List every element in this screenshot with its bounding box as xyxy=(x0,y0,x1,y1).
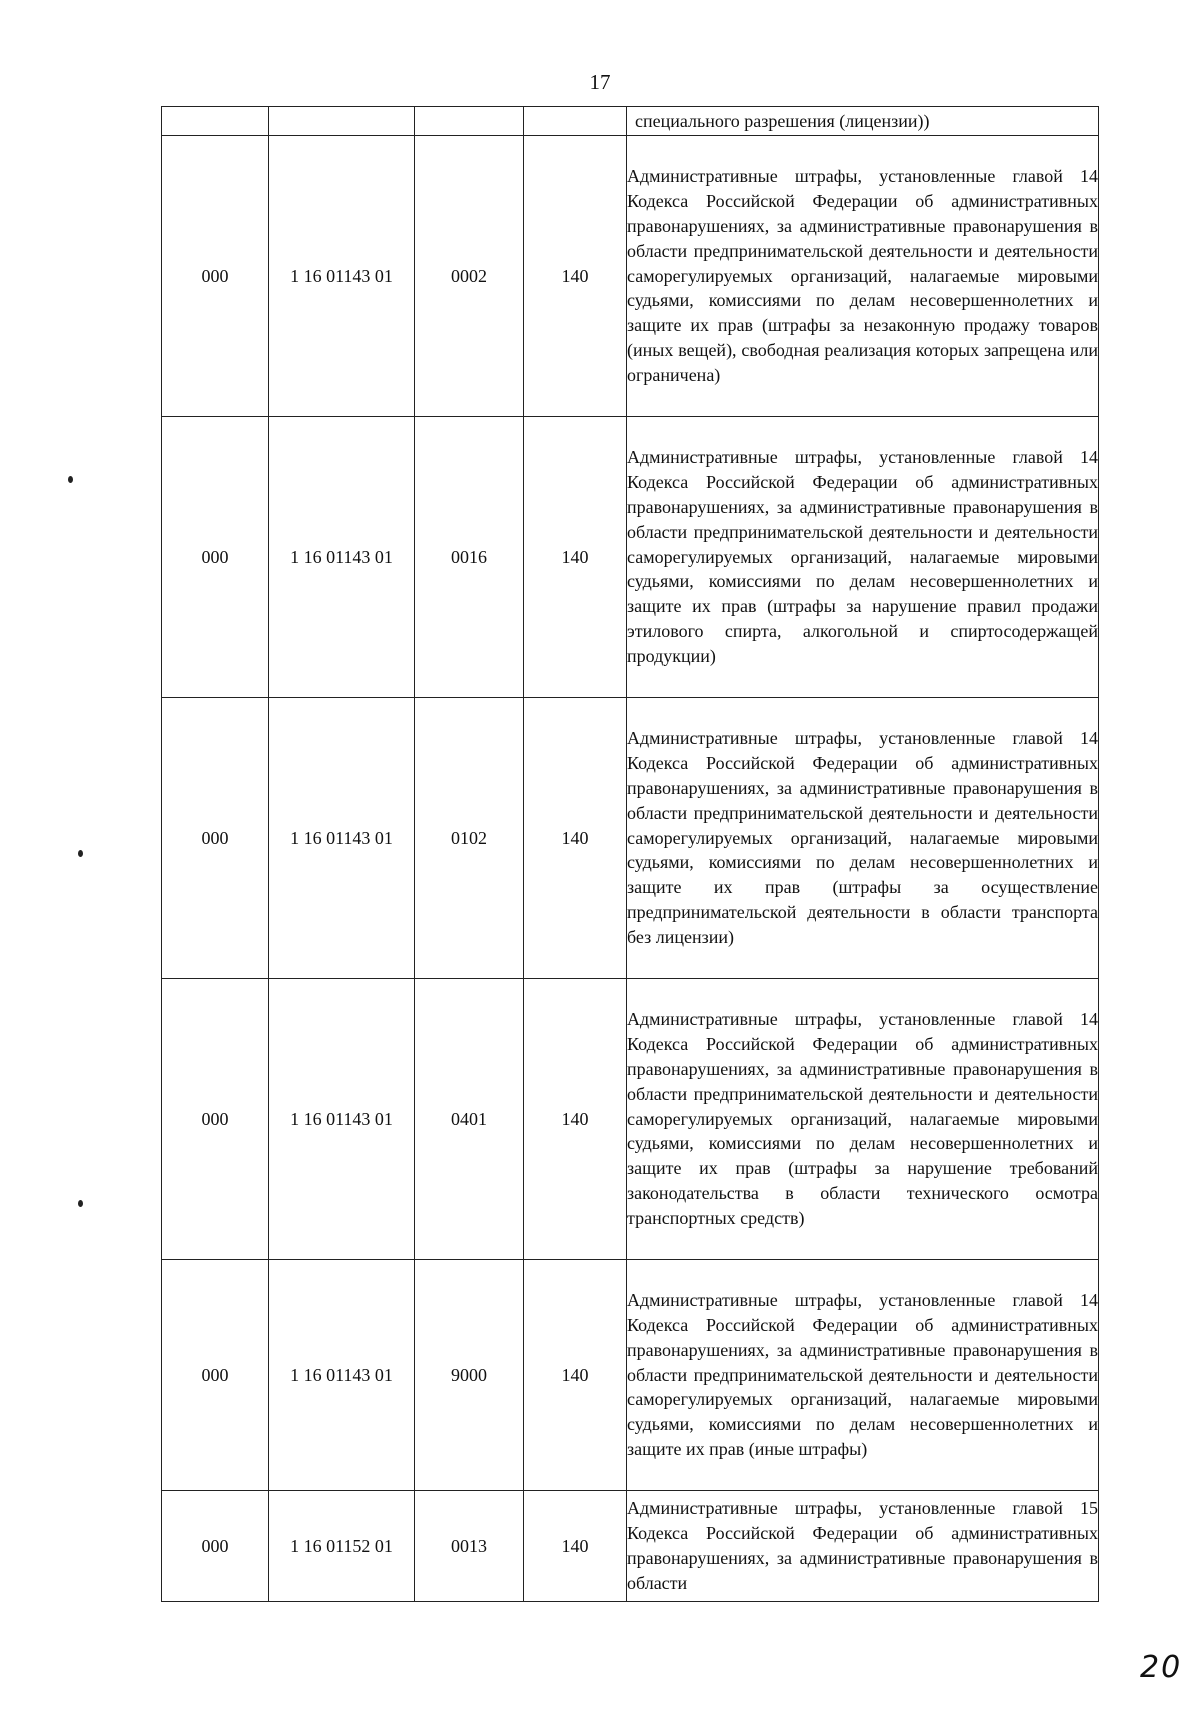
admin-code-cell: 000 xyxy=(162,979,269,1260)
revenue-code-cell xyxy=(269,107,415,136)
admin-code-cell: 000 xyxy=(162,1491,269,1602)
description-cell: Административные штрафы, установленные главой 14 Кодекса Российской Федерации об административных правонарушениях, за административные правонарушения в области предпринимательской деятельности и деятельности саморегулируемых организаций, налагаемые мировыми судьями, комиссиями по делам несовершеннолетних и защите их прав (штрафы за осуществление предпринимательской деятельности в области транспорта без лицензии) xyxy=(627,698,1099,979)
kosgu-code-cell: 140 xyxy=(524,979,627,1260)
table-row xyxy=(162,417,1099,698)
scan-speck xyxy=(78,1200,83,1207)
description-cell: Административные штрафы, установленные главой 15 Кодекса Российской Федерации об административных правонарушениях, за административные правонарушения в области xyxy=(627,1491,1099,1602)
admin-code-cell: 000 xyxy=(162,698,269,979)
kosgu-code-cell: 140 xyxy=(524,136,627,417)
revenue-code-cell: 1 16 01143 01 xyxy=(269,698,415,979)
description-cell: Административные штрафы, установленные главой 14 Кодекса Российской Федерации об административных правонарушениях, за административные правонарушения в области предпринимательской деятельности и деятельности саморегулируемых организаций, налагаемые мировыми судьями, комиссиями по делам несовершеннолетних и защите их прав (иные штрафы) xyxy=(627,1260,1099,1491)
admin-code-cell xyxy=(162,107,269,136)
description-cell: специального разрешения (лицензии)) xyxy=(627,107,1099,136)
scan-speck xyxy=(78,850,83,857)
revenue-code-cell: 1 16 01152 01 xyxy=(269,1491,415,1602)
kosgu-code-cell: 140 xyxy=(524,417,627,698)
description-cell: Административные штрафы, установленные главой 14 Кодекса Российской Федерации об административных правонарушениях, за административные правонарушения в области предпринимательской деятельности и деятельности саморегулируемых организаций, налагаемые мировыми судьями, комиссиями по делам несовершеннолетних и защите их прав (штрафы за нарушение правил продажи этилового спирта, алкогольной и спиртосодержащей продукции) xyxy=(627,417,1099,698)
description-cell: Административные штрафы, установленные главой 14 Кодекса Российской Федерации об административных правонарушениях, за административные правонарушения в области предпринимательской деятельности и деятельности саморегулируемых организаций, налагаемые мировыми судьями, комиссиями по делам несовершеннолетних и защите их прав (штрафы за незаконную продажу товаров (иных вещей), свободная реализация которых запрещена или ограничена) xyxy=(627,136,1099,417)
subtype-code-cell: 0401 xyxy=(415,979,524,1260)
handwritten-sheet-number: 20 xyxy=(1140,1650,1183,1685)
table-row xyxy=(162,136,1099,417)
subtype-code-cell: 0013 xyxy=(415,1491,524,1602)
table-row xyxy=(162,698,1099,979)
kosgu-code-cell xyxy=(524,107,627,136)
subtype-code-cell xyxy=(415,107,524,136)
scan-speck xyxy=(68,476,73,483)
revenue-code-cell: 1 16 01143 01 xyxy=(269,417,415,698)
revenue-code-cell: 1 16 01143 01 xyxy=(269,979,415,1260)
subtype-code-cell: 0102 xyxy=(415,698,524,979)
table-row xyxy=(162,1260,1099,1491)
table-row xyxy=(162,979,1099,1260)
subtype-code-cell: 0016 xyxy=(415,417,524,698)
admin-code-cell: 000 xyxy=(162,136,269,417)
kosgu-code-cell: 140 xyxy=(524,1491,627,1602)
page-number: 17 xyxy=(589,70,611,94)
table-row xyxy=(162,1491,1099,1602)
kosgu-code-cell: 140 xyxy=(524,1260,627,1491)
description-cell: Административные штрафы, установленные главой 14 Кодекса Российской Федерации об административных правонарушениях, за административные правонарушения в области предпринимательской деятельности и деятельности саморегулируемых организаций, налагаемые мировыми судьями, комиссиями по делам несовершеннолетних и защите их прав (штрафы за нарушение требований законодательства в области технического осмотра транспортных средств) xyxy=(627,979,1099,1260)
kosgu-code-cell: 140 xyxy=(524,698,627,979)
subtype-code-cell: 0002 xyxy=(415,136,524,417)
admin-code-cell: 000 xyxy=(162,417,269,698)
revenue-codes-table xyxy=(161,106,1099,1602)
table-row-continuation xyxy=(162,107,1099,136)
subtype-code-cell: 9000 xyxy=(415,1260,524,1491)
admin-code-cell: 000 xyxy=(162,1260,269,1491)
revenue-code-cell: 1 16 01143 01 xyxy=(269,136,415,417)
revenue-code-cell: 1 16 01143 01 xyxy=(269,1260,415,1491)
